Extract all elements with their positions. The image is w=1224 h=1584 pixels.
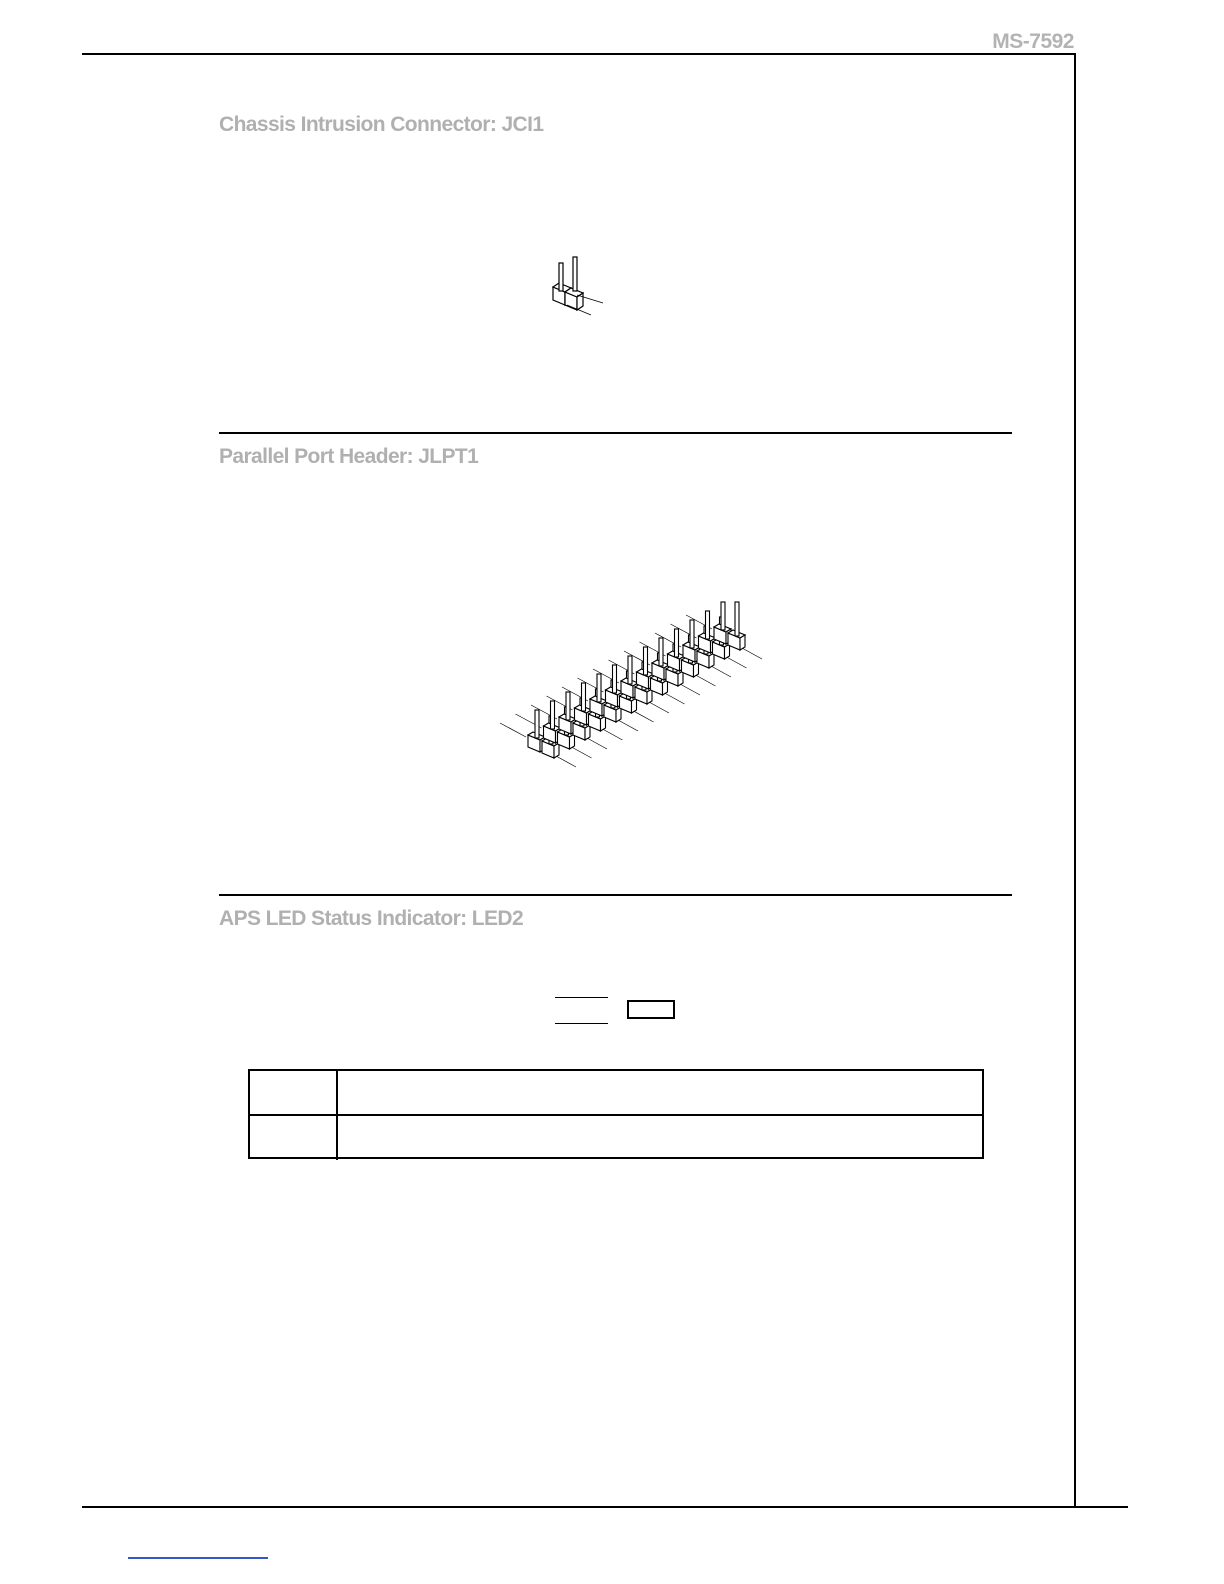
section-divider-2 (219, 894, 1012, 896)
right-margin-rule (1074, 53, 1076, 1508)
table-row (250, 1116, 982, 1160)
footer-link-underline[interactable] (128, 1557, 268, 1559)
table-cell (338, 1116, 982, 1160)
jci1-connector-illustration (545, 255, 615, 320)
led-status-table (248, 1069, 984, 1159)
model-number: MS-7592 (992, 30, 1074, 53)
table-row (250, 1071, 982, 1115)
section-divider-1 (219, 432, 1012, 434)
parallel-section-title: Parallel Port Header: JLPT1 (219, 445, 479, 468)
led-lead-line-bottom (555, 1023, 608, 1024)
led-lead-line-top (555, 997, 608, 998)
table-cell (250, 1071, 338, 1115)
table-cell (250, 1116, 338, 1160)
jlpt1-header-illustration (498, 615, 778, 785)
led2-indicator (627, 1000, 675, 1019)
table-cell (338, 1071, 982, 1115)
chassis-section-title: Chassis Intrusion Connector: JCI1 (219, 113, 544, 136)
header-rule (82, 53, 1076, 55)
footer-rule (82, 1506, 1128, 1508)
aps-section-title: APS LED Status Indicator: LED2 (219, 907, 524, 930)
